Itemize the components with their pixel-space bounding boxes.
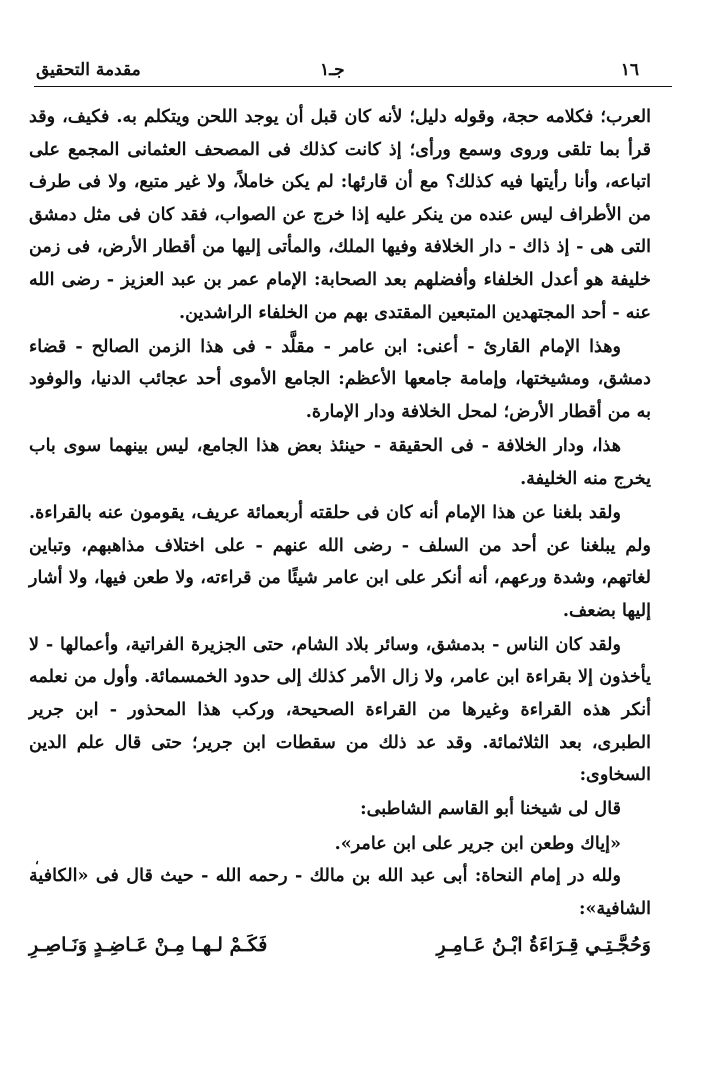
quote-line: [29, 828, 651, 867]
volume-label: جـ١: [320, 60, 345, 80]
verse-second-hemistich: فَكَـمْ لـهـا مِـنْ عَـاضِـدٍ وَنَـاصِـرِ: [29, 934, 268, 957]
running-title: مقدمة التحقيق: [36, 60, 141, 80]
margin-mark: ،: [35, 852, 39, 867]
paragraph: ولقد بلغنا عن هذا الإمام أنه كان فى حلقته أربعمائة عريف، يقومون عنه بالقراءة. ولم يبلغنا عن أحد من السلف - رضى الله عنهم - على اختلاف مذاهبهم، وتباين لغاتهم، وشدة ورعهم، أنه أنكر على ابن عامر شيئًا من قراءته، ولا طعن فيها، ولا أشار إليها بضعف.: [29, 501, 651, 621]
paragraph: ولقد كان الناس - بدمشق، وسائر بلاد الشام، حتى الجزيرة الفراتية، وأعمالها - لا يأخذون إلا بقراءة ابن عامر، ولا زال الأمر كذلك إلى حدود الخمسمائة. وأول من نعلمه أنكر هذه القراءة وغيرها من القراءة الصحيحة، وركب هذا المحذور - ابن جرير الطبرى، بعد الثلاثمائة. وقد عد ذلك من سقطات ابن جرير؛ حتى قال علم الدين السخاوى:: [29, 633, 651, 786]
paragraph: وهذا الإمام القارئ - أعنى: ابن عامر - مقلَّد - فى هذا الزمن الصالح - قضاء دمشق، ومشيختها، وإمامة جامعها الأعظم: الجامع الأموى أحد عجائب الدنيا، والوفود به من أقطار الأرض؛ لمحل الخلافة ودار الإمارة.: [29, 335, 651, 422]
paragraph: العرب؛ فكلامه حجة، وقوله دليل؛ لأنه كان قبل أن يوجد اللحن ويتكلم به. فكيف، وقد قرأ بما تلقى وروى وسمع ورأى؛ إذ كانت كذلك فى المصحف العثمانى المجمع على اتباعه، وأنا رأيتها فيه كذلك؟ مع أن قارئها: لم يكن خاملاً، ولا غير متبع، ولا فى طرف من الأطراف ليس عنده من ينكر عليه إذا خرج عن الصواب، فقد كان فى مثل دمشق التى هى - إذ ذاك - دار الخلافة وفيها الملك، والمأتى إليها من أقطار الأرض، فى زمن خليفة هو أعدل الخلفاء وأفضلهم بعد الصحابة: الإمام عمر بن عبد العزيز - رضى الله عنه - أحد المجتهدين المتبعين المقتدى بهم من الخلفاء الراشدين.: [29, 106, 651, 323]
verse-first-hemistich: وَحُجَّـتِـي قِـرَاءَةُ ابْـنُ عَـامِـرِ: [436, 934, 651, 957]
paragraph: هذا، ودار الخلافة - فى الحقيقة - حينئذ بعض هذا الجامع، ليس بينهما سوى باب يخرج منه الخليفة.: [29, 435, 651, 489]
page-body: [29, 101, 651, 963]
quote-text: «إياك وطعن ابن جرير على ابن عامر».: [334, 832, 621, 854]
page-number: ١٦: [620, 60, 639, 80]
paragraph: ولله در إمام النحاة: أبى عبد الله بن مالك - رحمه الله - حيث قال فى «الكافية الشافية»:: [29, 865, 651, 919]
verse-line: [29, 927, 651, 963]
quote-intro: قال لى شيخنا أبو القاسم الشاطبى:: [360, 798, 621, 820]
header-rule: [34, 86, 672, 87]
